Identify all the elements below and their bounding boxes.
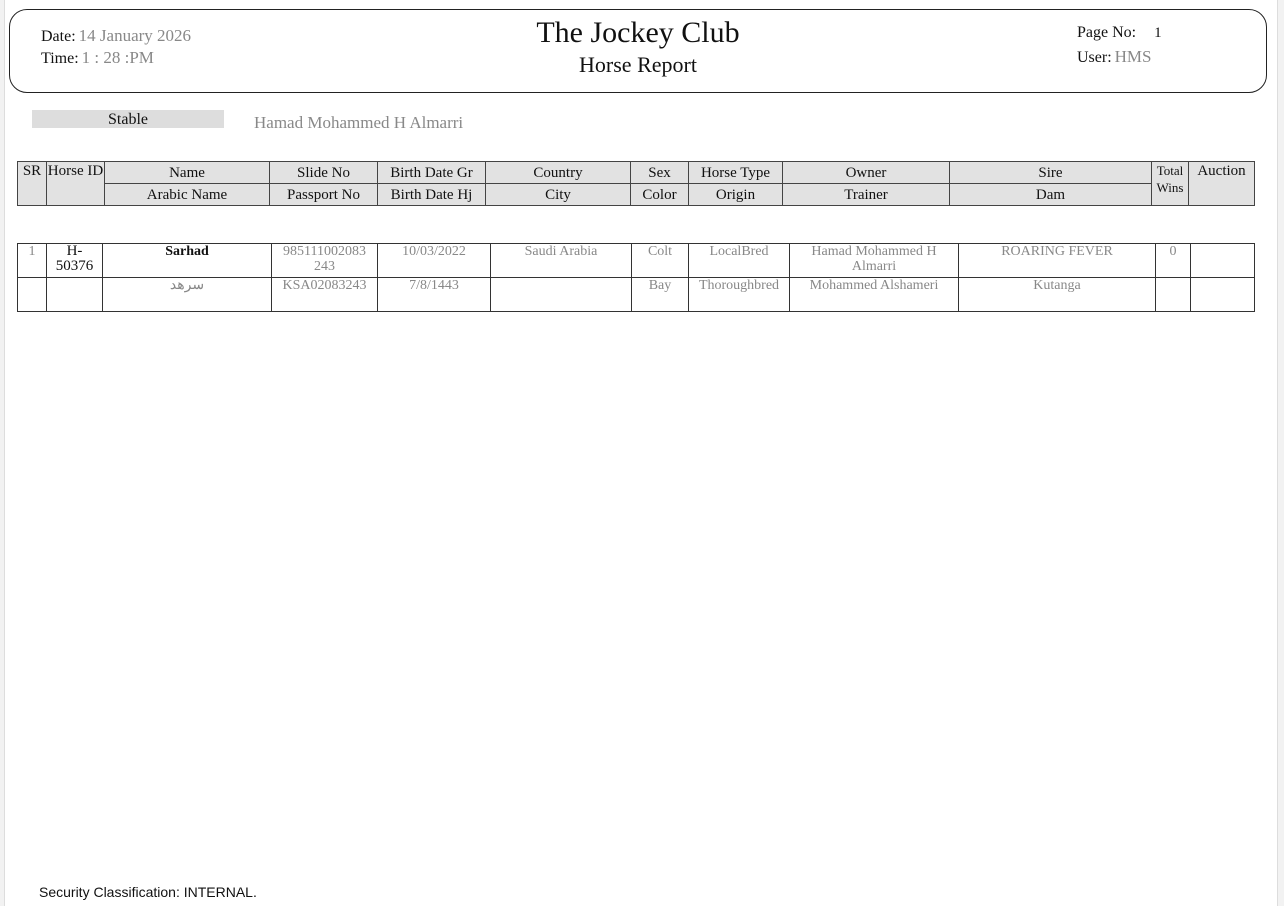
col-city: City	[486, 184, 631, 206]
page-number: 1	[1154, 25, 1162, 41]
col-horse-id: Horse ID	[47, 162, 105, 206]
col-origin: Origin	[689, 184, 783, 206]
col-owner: Owner	[783, 162, 950, 184]
column-header-table	[17, 161, 1255, 206]
col-country: Country	[486, 162, 631, 184]
col-passport-no: Passport No	[270, 184, 378, 206]
cell-dam: Kutanga	[959, 278, 1156, 312]
cell-sire: ROARING FEVER	[959, 244, 1156, 278]
report-header	[9, 9, 1267, 93]
report-title: The Jockey Club	[536, 16, 740, 49]
cell-sex: Colt	[632, 244, 689, 278]
cell-birth-gr: 10/03/2022	[378, 244, 491, 278]
cell-birth-hj: 7/8/1443	[378, 278, 491, 312]
cell-arabic-name: سرهد	[103, 278, 272, 312]
col-sire: Sire	[950, 162, 1152, 184]
security-classification: Security Classification: INTERNAL.	[39, 884, 257, 900]
cell-empty	[47, 278, 103, 312]
time-value: 1 : 28 :PM	[81, 48, 154, 67]
col-dam: Dam	[950, 184, 1152, 206]
col-total-wins: Total Wins	[1152, 162, 1189, 206]
table-row	[18, 244, 1255, 278]
col-color: Color	[631, 184, 689, 206]
col-birth-gr: Birth Date Gr	[378, 162, 486, 184]
col-slide-no: Slide No	[270, 162, 378, 184]
cell-empty	[1191, 278, 1255, 312]
date-label: Date:	[41, 28, 76, 45]
stable-label: Stable	[32, 110, 224, 128]
header-row-2	[18, 184, 1255, 206]
cell-horse-id: H-50376	[47, 244, 103, 278]
page-line	[1077, 24, 1162, 42]
report-subtitle: Horse Report	[579, 52, 697, 77]
cell-trainer: Mohammed Alshameri	[790, 278, 959, 312]
cell-owner: Hamad Mohammed H Almarri	[790, 244, 959, 278]
table-row	[18, 278, 1255, 312]
cell-empty	[18, 278, 47, 312]
cell-total-wins: 0	[1156, 244, 1191, 278]
col-trainer: Trainer	[783, 184, 950, 206]
cell-slide-no: 985111002083 243	[272, 244, 378, 278]
user-value: HMS	[1114, 47, 1152, 66]
col-sr: SR	[18, 162, 47, 206]
col-horse-type: Horse Type	[689, 162, 783, 184]
header-row-1	[18, 162, 1255, 184]
horse-data-table	[17, 243, 1255, 312]
date-value: 14 January 2026	[78, 26, 192, 45]
cell-horse-type: LocalBred	[689, 244, 790, 278]
report-page	[4, 0, 1278, 906]
col-name: Name	[105, 162, 270, 184]
col-arabic-name: Arabic Name	[105, 184, 270, 206]
cell-empty	[1156, 278, 1191, 312]
cell-name: Sarhad	[103, 244, 272, 278]
col-birth-hj: Birth Date Hj	[378, 184, 486, 206]
cell-city	[491, 278, 632, 312]
stable-name: Hamad Mohammed H Almarri	[254, 113, 464, 132]
cell-origin: Thoroughbred	[689, 278, 790, 312]
page-label: Page No:	[1077, 24, 1137, 41]
cell-auction	[1191, 244, 1255, 278]
cell-passport-no: KSA02083243	[272, 278, 378, 312]
cell-country: Saudi Arabia	[491, 244, 632, 278]
cell-sr: 1	[18, 244, 47, 278]
user-line	[1077, 47, 1152, 67]
time-label: Time:	[41, 50, 79, 67]
user-label: User:	[1077, 49, 1112, 66]
col-sex: Sex	[631, 162, 689, 184]
col-auction: Auction	[1189, 162, 1255, 206]
cell-color: Bay	[632, 278, 689, 312]
